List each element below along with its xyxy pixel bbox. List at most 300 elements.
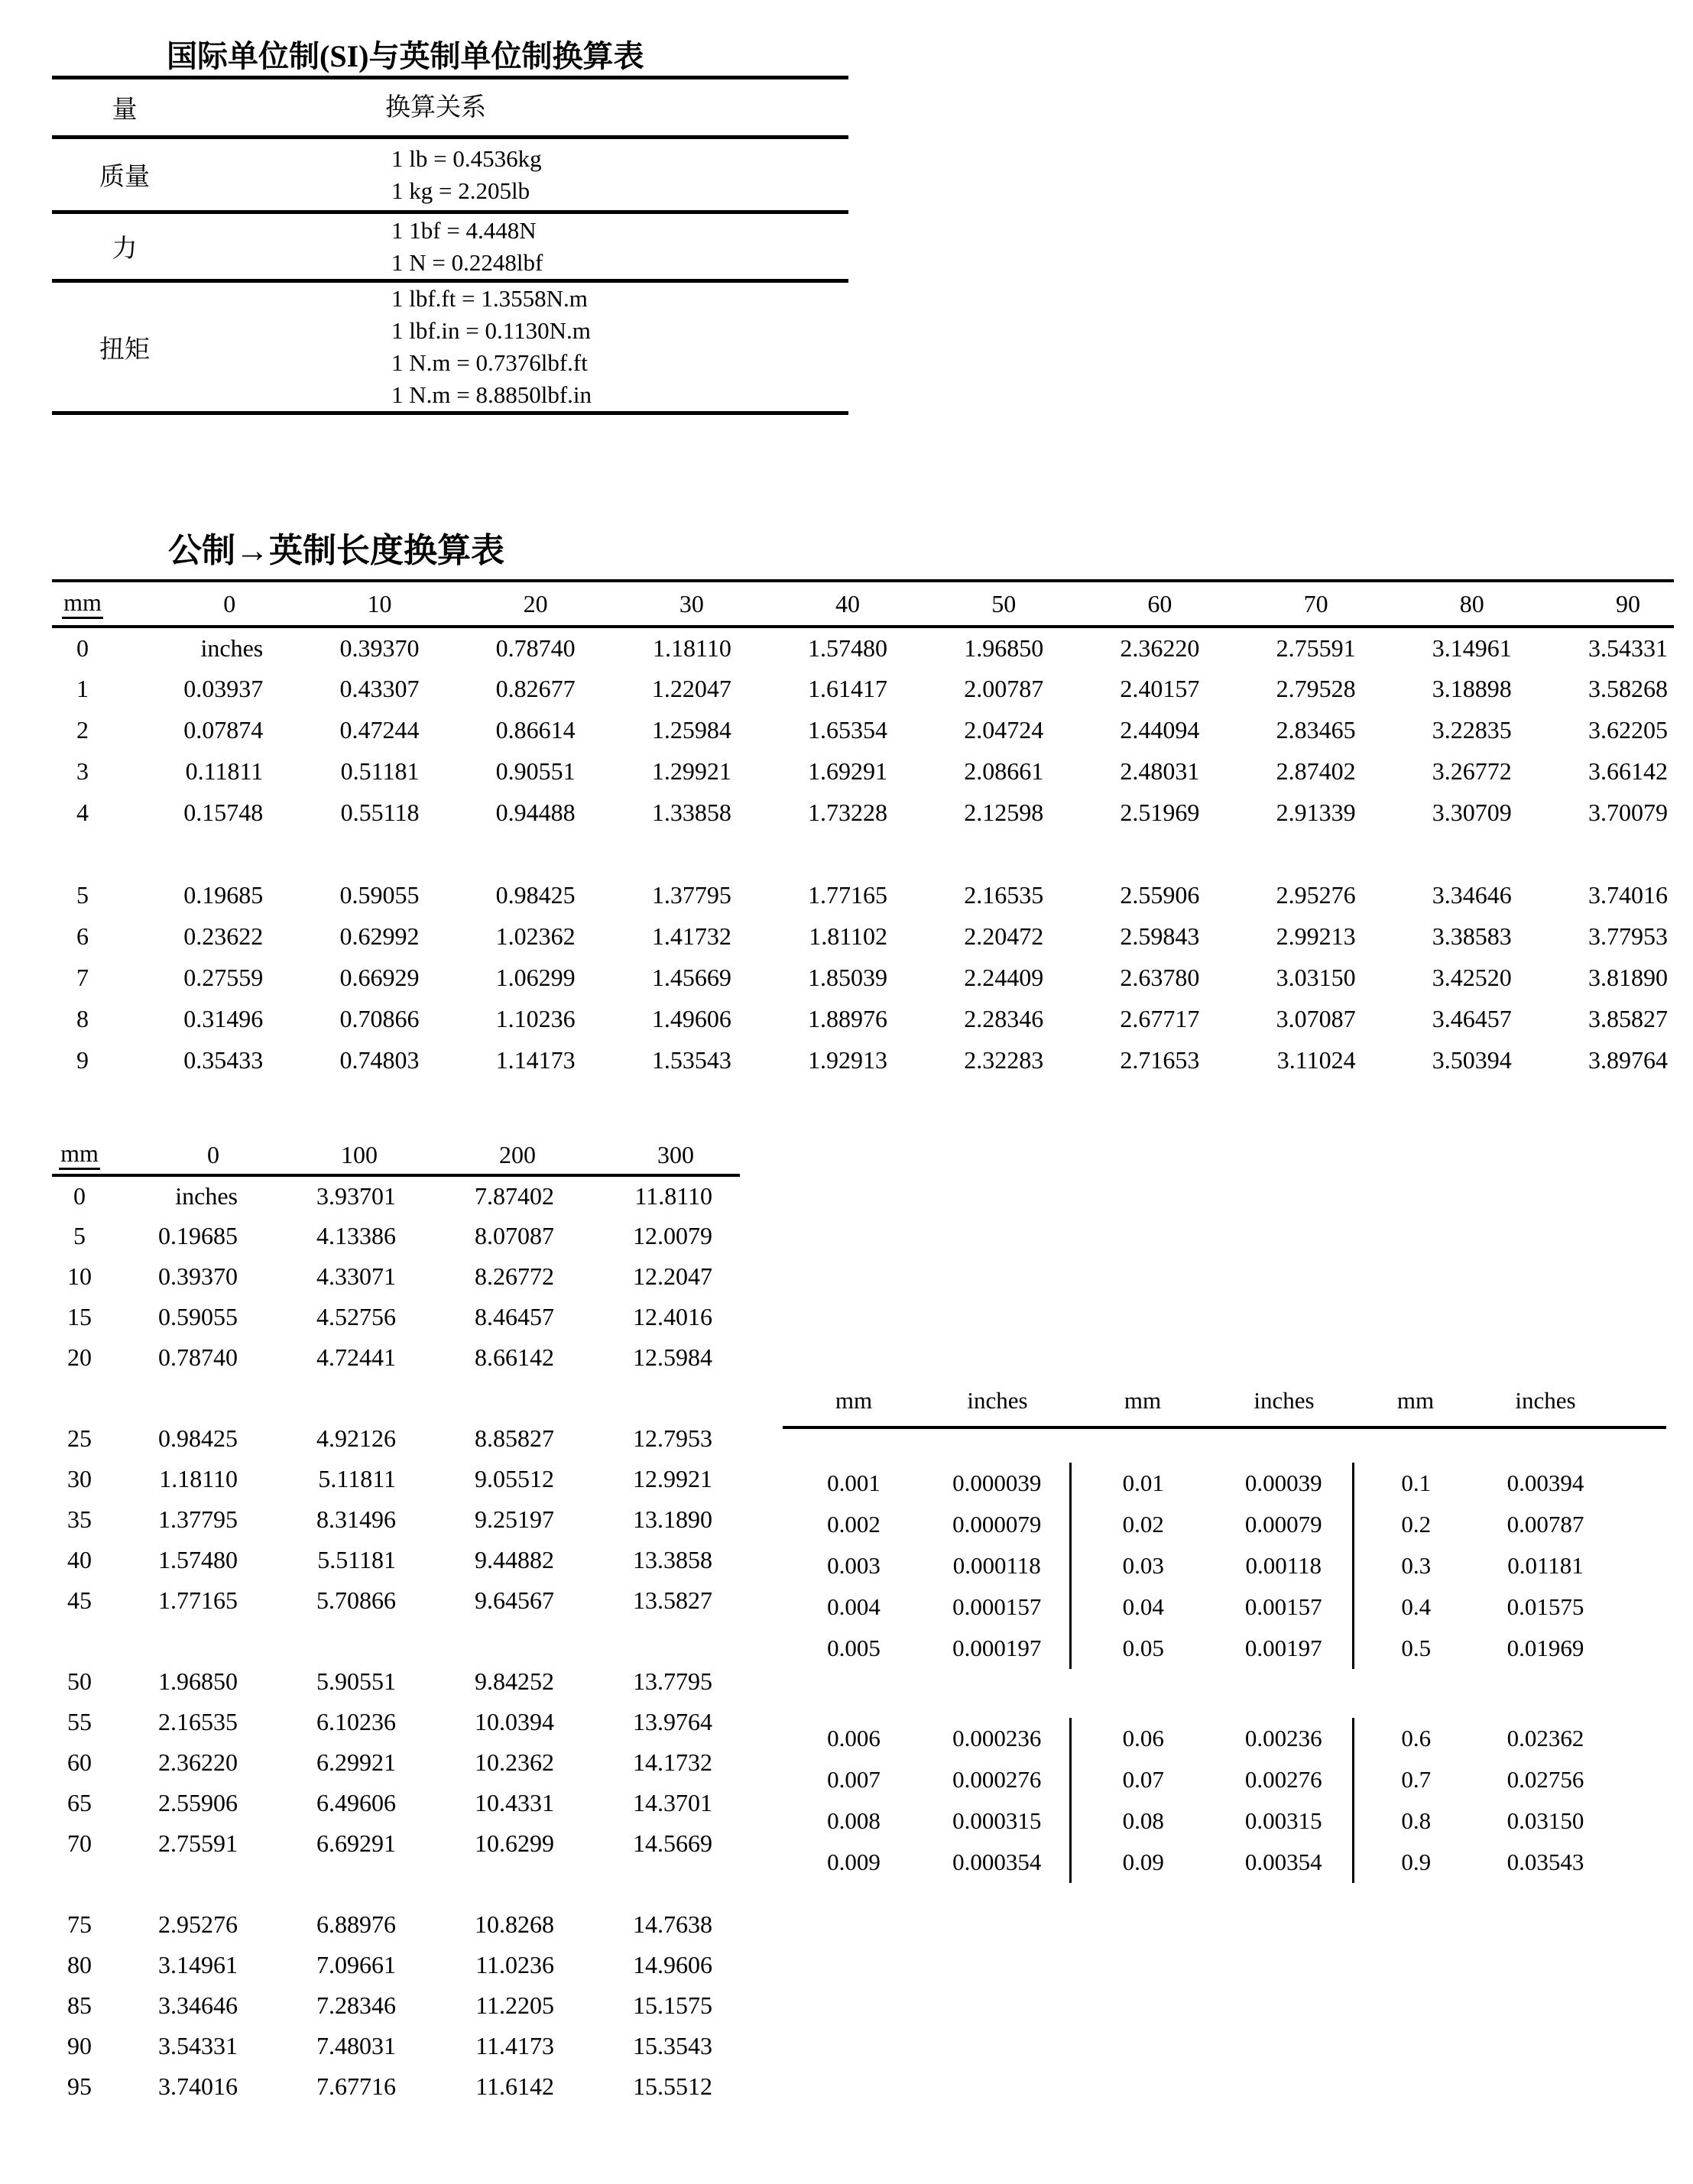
table-cell: 0.19685 bbox=[158, 1222, 238, 1249]
table-cell: inches bbox=[175, 1182, 238, 1210]
table-cell: 0.86614 bbox=[495, 715, 576, 744]
col-header: 60 bbox=[1049, 581, 1205, 627]
col-header: 10 bbox=[269, 581, 425, 627]
table-cell: 3.38583 bbox=[1432, 922, 1512, 950]
table-cell: 3.54331 bbox=[158, 2032, 238, 2059]
col-header-mm: mm bbox=[1353, 1376, 1478, 1427]
table-cell: 0.59055 bbox=[158, 1303, 238, 1330]
col-header: 70 bbox=[1205, 581, 1361, 627]
table-cell: 11.0236 bbox=[475, 1951, 554, 1978]
table-cell: 0.09 bbox=[1122, 1849, 1164, 1875]
table-row bbox=[52, 1985, 740, 2026]
table-cell: 3.07087 bbox=[1276, 1004, 1356, 1032]
table-cell: 0.000039 bbox=[925, 1463, 1070, 1504]
table-cell: 2.28346 bbox=[964, 1004, 1044, 1032]
table-cell: 3.77953 bbox=[1588, 922, 1668, 950]
table-cell: 0.8 bbox=[1401, 1807, 1432, 1834]
table-row bbox=[52, 1297, 740, 1337]
table-cell: 2.20472 bbox=[964, 922, 1044, 950]
table-row bbox=[52, 668, 1674, 709]
table-cell: 0.002 bbox=[827, 1511, 881, 1538]
table-row bbox=[52, 2026, 740, 2066]
table-cell: 0.43307 bbox=[339, 674, 420, 702]
table-cell: 5.70866 bbox=[316, 1586, 396, 1614]
table-cell: 3.62205 bbox=[1588, 715, 1668, 744]
table-cell: 3.81890 bbox=[1588, 963, 1668, 991]
table-row bbox=[52, 792, 1674, 833]
table-cell: 12.4016 bbox=[633, 1303, 712, 1330]
table-cell: 11.6142 bbox=[475, 2072, 554, 2100]
table-cell: 0.90551 bbox=[495, 757, 576, 785]
table-cell: 7.67716 bbox=[316, 2072, 396, 2100]
table-cell: 10.2362 bbox=[475, 1748, 554, 1776]
table-cell: 11.4173 bbox=[475, 2032, 554, 2059]
table-cell: 7 bbox=[76, 963, 89, 991]
table-cell: 5.90551 bbox=[316, 1667, 396, 1695]
table-row bbox=[52, 1499, 740, 1540]
quantity-label: 质量 bbox=[52, 138, 197, 212]
table-row bbox=[52, 750, 1674, 792]
table-cell: 9.05512 bbox=[475, 1465, 554, 1492]
table-cell: 4.33071 bbox=[316, 1262, 396, 1290]
table-cell: 3 bbox=[76, 757, 89, 785]
table-row bbox=[52, 1459, 740, 1499]
table-cell: 20 bbox=[67, 1343, 92, 1371]
table-cell: 0.4 bbox=[1401, 1593, 1432, 1620]
table-cell: 0.01181 bbox=[1507, 1552, 1584, 1579]
table-cell: inches bbox=[200, 633, 264, 662]
table-cell: 0.74803 bbox=[339, 1045, 420, 1074]
table-cell: 0.009 bbox=[827, 1849, 881, 1875]
table-cell: 9.84252 bbox=[475, 1667, 554, 1695]
table-cell: 0.03150 bbox=[1507, 1807, 1584, 1834]
table-cell: 4.72441 bbox=[316, 1343, 396, 1371]
table-cell: 3.03150 bbox=[1276, 963, 1356, 991]
table-cell: 3.30709 bbox=[1432, 798, 1512, 826]
table-cell: 0.000157 bbox=[925, 1586, 1070, 1628]
table-cell: 0.01 bbox=[1122, 1470, 1164, 1496]
table-cell: 0.000354 bbox=[925, 1842, 1070, 1883]
table-cell: 2.95276 bbox=[158, 1910, 238, 1938]
table-cell: 12.2047 bbox=[633, 1262, 712, 1290]
si-table-title: 国际单位制(SI)与英制单位制换算表 bbox=[167, 39, 644, 73]
table-cell: 1.57480 bbox=[158, 1546, 238, 1573]
table-cell: 0.04 bbox=[1122, 1593, 1164, 1620]
table-cell: 0.008 bbox=[827, 1807, 881, 1834]
table-cell: 4.13386 bbox=[316, 1222, 396, 1249]
table-cell: 5.11811 bbox=[318, 1465, 396, 1492]
table-cell: 11.8110 bbox=[634, 1182, 712, 1210]
col-header: 20 bbox=[425, 581, 581, 627]
relation-cell bbox=[197, 281, 848, 413]
table-cell: 8 bbox=[76, 1004, 89, 1032]
table-cell: 15 bbox=[67, 1303, 92, 1330]
table-cell: 6.29921 bbox=[316, 1748, 396, 1776]
table-row bbox=[52, 1039, 1674, 1081]
table-cell: 0.02362 bbox=[1507, 1725, 1584, 1751]
table-cell: 0.39370 bbox=[158, 1262, 238, 1290]
table-cell: 0.47244 bbox=[339, 715, 420, 744]
table-row bbox=[783, 1800, 1666, 1842]
table-cell: 0.00276 bbox=[1215, 1759, 1353, 1800]
table-cell: 15.5512 bbox=[633, 2072, 712, 2100]
table-cell: 9.64567 bbox=[475, 1586, 554, 1614]
table-cell: 2.87402 bbox=[1276, 757, 1356, 785]
col-header-mm: mm bbox=[783, 1376, 925, 1427]
table-cell: 1.77165 bbox=[158, 1586, 238, 1614]
table-cell: 0.01575 bbox=[1507, 1593, 1584, 1620]
table-cell: 1.57480 bbox=[808, 633, 887, 662]
table-row bbox=[52, 874, 1674, 915]
table-cell: 0.9 bbox=[1401, 1849, 1432, 1875]
table-cell: 3.11024 bbox=[1276, 1045, 1356, 1074]
table-cell: 3.46457 bbox=[1432, 1004, 1512, 1032]
col-header-inches: inches bbox=[1478, 1376, 1666, 1427]
table-cell: 3.26772 bbox=[1432, 757, 1512, 785]
table-cell: 4 bbox=[76, 798, 89, 826]
table-cell: 0.000315 bbox=[925, 1800, 1070, 1842]
table-cell: 0.00236 bbox=[1215, 1718, 1353, 1759]
table-cell: 0.01969 bbox=[1507, 1635, 1584, 1661]
table-cell: 0.1 bbox=[1401, 1470, 1432, 1496]
table-row bbox=[52, 957, 1674, 998]
metric-to-inch-table bbox=[52, 579, 1674, 1081]
table-cell: 2.12598 bbox=[964, 798, 1044, 826]
table-cell: 2.32283 bbox=[964, 1045, 1044, 1074]
table-cell: 0.03 bbox=[1122, 1552, 1164, 1579]
table-cell: 7.28346 bbox=[316, 1991, 396, 2019]
table-cell: 0.3 bbox=[1401, 1552, 1432, 1579]
table-cell: 0 bbox=[76, 633, 89, 662]
table-cell: 50 bbox=[67, 1667, 92, 1695]
table-header-row bbox=[52, 1136, 740, 1175]
table-cell: 1.41732 bbox=[651, 922, 731, 950]
table-cell: 0.00354 bbox=[1215, 1842, 1353, 1883]
table-cell: 8.46457 bbox=[475, 1303, 554, 1330]
table-cell: 0.000236 bbox=[925, 1718, 1070, 1759]
table-cell: 13.3858 bbox=[633, 1546, 712, 1573]
table-cell: 0.78740 bbox=[495, 633, 576, 662]
table-cell: 0.55118 bbox=[340, 798, 420, 826]
table-cell: 3.74016 bbox=[1588, 880, 1668, 909]
table-cell: 3.89764 bbox=[1588, 1045, 1668, 1074]
table-row bbox=[52, 998, 1674, 1039]
table-cell: 0.001 bbox=[827, 1470, 881, 1496]
relation-line: 1 N.m = 8.8850lbf.in bbox=[391, 381, 592, 408]
table-cell: 1.81102 bbox=[809, 922, 887, 950]
col-header-mm: mm bbox=[1070, 1376, 1215, 1427]
table-cell: 10.8268 bbox=[475, 1910, 554, 1938]
table-cell: 90 bbox=[67, 2032, 92, 2059]
table-cell: 0.00394 bbox=[1507, 1470, 1584, 1496]
table-cell: 2.55906 bbox=[1120, 880, 1200, 909]
table-cell: 2.48031 bbox=[1120, 757, 1200, 785]
relation-cell bbox=[197, 138, 848, 212]
col-header: 100 bbox=[265, 1136, 423, 1175]
table-cell: 45 bbox=[67, 1586, 92, 1614]
table-cell: 1.02362 bbox=[495, 922, 576, 950]
table-cell: 3.66142 bbox=[1588, 757, 1668, 785]
table-row bbox=[783, 1628, 1666, 1669]
table-cell: 14.9606 bbox=[633, 1951, 712, 1978]
table-cell: 75 bbox=[67, 1910, 92, 1938]
table-cell: 0.02756 bbox=[1507, 1766, 1584, 1793]
table-cell: 1.33858 bbox=[651, 798, 731, 826]
col-header-inches: inches bbox=[925, 1376, 1070, 1427]
table-cell: 2.71653 bbox=[1120, 1045, 1200, 1074]
quantity-label: 力 bbox=[52, 212, 197, 281]
table-row bbox=[52, 915, 1674, 957]
table-cell: 10.4331 bbox=[475, 1789, 554, 1816]
col-header: 90 bbox=[1518, 581, 1674, 627]
table-cell: 1.37795 bbox=[651, 880, 731, 909]
corner-header bbox=[52, 581, 113, 627]
table-cell: 0.15748 bbox=[183, 798, 264, 826]
table-row bbox=[783, 1504, 1666, 1545]
table-cell: 0.39370 bbox=[339, 633, 420, 662]
table-cell: 12.9921 bbox=[633, 1465, 712, 1492]
table-cell: 12.0079 bbox=[633, 1222, 712, 1249]
table-cell: 0.19685 bbox=[183, 880, 264, 909]
table-cell: 0.000197 bbox=[925, 1628, 1070, 1669]
row-group-gap bbox=[52, 1378, 740, 1418]
row-group-gap bbox=[52, 1864, 740, 1904]
table-cell: 0.70866 bbox=[339, 1004, 420, 1032]
row-group-gap bbox=[52, 833, 1674, 874]
table-row bbox=[783, 1545, 1666, 1586]
relation-line: 1 N = 0.2248lbf bbox=[391, 248, 543, 276]
table-row bbox=[52, 1540, 740, 1580]
table-cell: 0.000118 bbox=[925, 1545, 1070, 1586]
table-cell: 5 bbox=[73, 1222, 86, 1249]
table-cell: 55 bbox=[67, 1708, 92, 1735]
table-row bbox=[52, 1702, 740, 1742]
table-cell: 3.70079 bbox=[1588, 798, 1668, 826]
table-row bbox=[52, 627, 1674, 668]
table-cell: 14.3701 bbox=[633, 1789, 712, 1816]
quantity-label: 扭矩 bbox=[52, 281, 197, 413]
table-cell: 0.03543 bbox=[1507, 1849, 1584, 1875]
table-cell: 0.5 bbox=[1401, 1635, 1432, 1661]
table-cell: 12.7953 bbox=[633, 1424, 712, 1452]
table-cell: 1.88976 bbox=[808, 1004, 887, 1032]
table-cell: 0.08 bbox=[1122, 1807, 1164, 1834]
table-cell: 3.85827 bbox=[1588, 1004, 1668, 1032]
table-cell: 10.0394 bbox=[475, 1708, 554, 1735]
table-cell: 1.85039 bbox=[808, 963, 887, 991]
table-cell: 1.96850 bbox=[158, 1667, 238, 1695]
table-row bbox=[52, 1783, 740, 1823]
table-cell: 5.51181 bbox=[317, 1546, 396, 1573]
table-cell: 3.34646 bbox=[1432, 880, 1512, 909]
table-cell: 0.007 bbox=[827, 1766, 881, 1793]
table-cell: 2.16535 bbox=[158, 1708, 238, 1735]
table-cell: 35 bbox=[67, 1505, 92, 1533]
table-cell: 2.55906 bbox=[158, 1789, 238, 1816]
table-cell: 0.59055 bbox=[339, 880, 420, 909]
table-row bbox=[52, 1742, 740, 1783]
table-cell: 2.59843 bbox=[1120, 922, 1200, 950]
table-cell: 15.3543 bbox=[633, 2032, 712, 2059]
table-cell: 2.16535 bbox=[964, 880, 1044, 909]
metric-to-inch-table-hundreds bbox=[52, 1136, 740, 2107]
table-cell: 85 bbox=[67, 1991, 92, 2019]
table-cell: 0.000276 bbox=[925, 1759, 1070, 1800]
table-cell: 2.24409 bbox=[964, 963, 1044, 991]
table-cell: 6.49606 bbox=[316, 1789, 396, 1816]
table-cell: 1.25984 bbox=[651, 715, 731, 744]
table-cell: 0.00197 bbox=[1215, 1628, 1353, 1669]
table-cell: 0.66929 bbox=[339, 963, 420, 991]
table-cell: 0.004 bbox=[827, 1593, 881, 1620]
table-cell: 2.75591 bbox=[1276, 633, 1356, 662]
table-row bbox=[52, 1580, 740, 1621]
relation-line: 1 1bf = 4.448N bbox=[391, 216, 537, 244]
col-header: 0 bbox=[107, 1136, 265, 1175]
table-cell: 6.69291 bbox=[316, 1829, 396, 1857]
relation-cell bbox=[197, 212, 848, 281]
table-row-torque bbox=[52, 281, 848, 413]
table-cell: 0.00787 bbox=[1507, 1511, 1584, 1538]
table-row bbox=[52, 1216, 740, 1256]
table-cell: 2.36220 bbox=[158, 1748, 238, 1776]
table-cell: 1.96850 bbox=[964, 633, 1044, 662]
table-cell: 65 bbox=[67, 1789, 92, 1816]
length-table-title: 公制→英制长度换算表 bbox=[168, 532, 504, 569]
table-cell: 0.35433 bbox=[183, 1045, 264, 1074]
table-cell: 2.91339 bbox=[1276, 798, 1356, 826]
table-row bbox=[52, 1337, 740, 1378]
col-header: 80 bbox=[1362, 581, 1518, 627]
table-cell: 13.1890 bbox=[633, 1505, 712, 1533]
table-row bbox=[783, 1463, 1666, 1504]
table-cell: 1.45669 bbox=[651, 963, 731, 991]
table-cell: 1.53543 bbox=[651, 1045, 731, 1074]
table-row bbox=[52, 1418, 740, 1459]
table-cell: 3.58268 bbox=[1588, 674, 1668, 702]
table-row bbox=[52, 709, 1674, 750]
relation-line: 1 N.m = 0.7376lbf.ft bbox=[391, 349, 588, 376]
table-cell: 95 bbox=[67, 2072, 92, 2100]
table-cell: 3.74016 bbox=[158, 2072, 238, 2100]
table-cell: 8.26772 bbox=[475, 1262, 554, 1290]
table-cell: 9.44882 bbox=[475, 1546, 554, 1573]
col-header: 200 bbox=[423, 1136, 582, 1175]
table-cell: 0.7 bbox=[1401, 1766, 1432, 1793]
row-group-gap bbox=[783, 1427, 1666, 1463]
table-cell: 80 bbox=[67, 1951, 92, 1978]
table-cell: 1.65354 bbox=[808, 715, 887, 744]
table-cell: 2 bbox=[76, 715, 89, 744]
table-cell: 0.00118 bbox=[1215, 1545, 1353, 1586]
table-cell: 14.7638 bbox=[633, 1910, 712, 1938]
col-header: 40 bbox=[738, 581, 894, 627]
table-cell: 30 bbox=[67, 1465, 92, 1492]
table-cell: 14.1732 bbox=[633, 1748, 712, 1776]
table-cell: 7.48031 bbox=[316, 2032, 396, 2059]
table-cell: 3.22835 bbox=[1432, 715, 1512, 744]
table-cell: 10.6299 bbox=[475, 1829, 554, 1857]
table-cell: 13.9764 bbox=[633, 1708, 712, 1735]
table-cell: 2.36220 bbox=[1120, 633, 1200, 662]
table-cell: 1.29921 bbox=[651, 757, 731, 785]
table-cell: 0.62992 bbox=[339, 922, 420, 950]
table-cell: 4.92126 bbox=[316, 1424, 396, 1452]
table-cell: 1.61417 bbox=[808, 674, 887, 702]
table-cell: 0.00039 bbox=[1215, 1463, 1353, 1504]
table-cell: 0.82677 bbox=[495, 674, 576, 702]
table-cell: 10 bbox=[67, 1262, 92, 1290]
table-cell: 0.00079 bbox=[1215, 1504, 1353, 1545]
table-cell: 2.63780 bbox=[1120, 963, 1200, 991]
table-cell: 0.07874 bbox=[183, 715, 264, 744]
table-cell: 2.51969 bbox=[1120, 798, 1200, 826]
table-cell: 2.44094 bbox=[1120, 715, 1200, 744]
table-cell: 1.77165 bbox=[808, 880, 887, 909]
table-cell: 3.18898 bbox=[1432, 674, 1512, 702]
table-cell: 7.09661 bbox=[316, 1951, 396, 1978]
table-cell: 1.37795 bbox=[158, 1505, 238, 1533]
table-cell: 1.69291 bbox=[808, 757, 887, 785]
corner-header bbox=[52, 1136, 107, 1175]
table-cell: 1 bbox=[76, 674, 89, 702]
table-cell: 2.95276 bbox=[1276, 880, 1356, 909]
table-cell: 3.50394 bbox=[1432, 1045, 1512, 1074]
col-header: 300 bbox=[582, 1136, 740, 1175]
row-group-gap bbox=[783, 1669, 1666, 1718]
table-cell: 0.23622 bbox=[183, 922, 264, 950]
table-cell: 2.99213 bbox=[1276, 922, 1356, 950]
table-cell: 0.51181 bbox=[340, 757, 420, 785]
table-cell: 1.18110 bbox=[653, 633, 731, 662]
table-row bbox=[52, 1945, 740, 1985]
table-cell: 0.06 bbox=[1122, 1725, 1164, 1751]
table-cell: 0.2 bbox=[1401, 1511, 1432, 1538]
relation-line: 1 lbf.ft = 1.3558N.m bbox=[391, 285, 588, 312]
table-cell: 3.54331 bbox=[1588, 633, 1668, 662]
table-cell: 3.93701 bbox=[316, 1182, 396, 1210]
table-cell: 7.87402 bbox=[475, 1182, 554, 1210]
table-cell: 9.25197 bbox=[475, 1505, 554, 1533]
table-cell: 3.14961 bbox=[1432, 633, 1512, 662]
table-cell: 0.000079 bbox=[925, 1504, 1070, 1545]
table-row bbox=[783, 1759, 1666, 1800]
table-cell: 11.2205 bbox=[475, 1991, 554, 2019]
table-cell: 9 bbox=[76, 1045, 89, 1074]
table-cell: 0.03937 bbox=[183, 674, 264, 702]
relation-line: 1 lb = 0.4536kg bbox=[391, 144, 542, 172]
header-relation: 换算关系 bbox=[197, 78, 848, 138]
table-cell: 0.00157 bbox=[1215, 1586, 1353, 1628]
table-row-mass bbox=[52, 138, 848, 212]
table-cell: 2.67717 bbox=[1120, 1004, 1200, 1032]
table-cell: 1.22047 bbox=[651, 674, 731, 702]
table-cell: 2.00787 bbox=[964, 674, 1044, 702]
si-conversion-table bbox=[52, 76, 848, 415]
row-group-gap bbox=[52, 1621, 740, 1661]
mm-header-underlined: mm bbox=[62, 590, 103, 620]
table-cell: 2.83465 bbox=[1276, 715, 1356, 744]
table-cell: 0.00315 bbox=[1215, 1800, 1353, 1842]
table-cell: 2.75591 bbox=[158, 1829, 238, 1857]
table-cell: 0.31496 bbox=[183, 1004, 264, 1032]
table-row bbox=[52, 2066, 740, 2107]
table-cell: 8.85827 bbox=[475, 1424, 554, 1452]
table-row-force bbox=[52, 212, 848, 281]
table-cell: 4.52756 bbox=[316, 1303, 396, 1330]
table-cell: 2.40157 bbox=[1120, 674, 1200, 702]
table-cell: 1.18110 bbox=[159, 1465, 238, 1492]
